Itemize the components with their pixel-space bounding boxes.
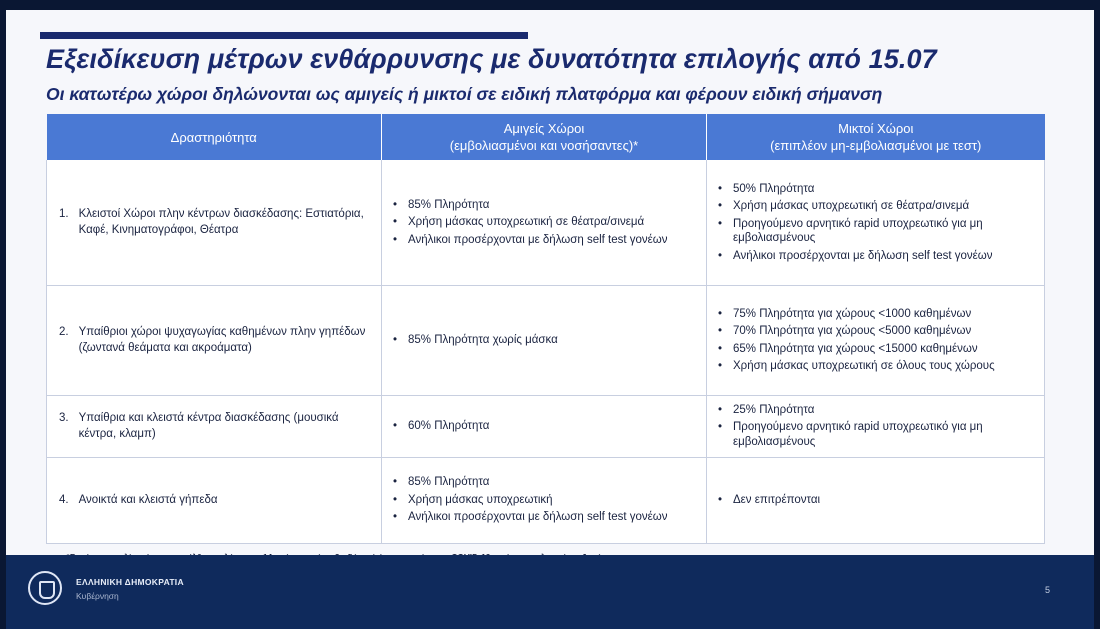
table-header-row	[47, 114, 1045, 160]
footer-org-name: ΕΛΛΗΝΙΚΗ ΔΗΜΟΚΡΑΤΙΑ	[76, 577, 184, 587]
list-item: • Χρήση μάσκας υποχρεωτική σε όλους τους χώρους	[715, 359, 1036, 374]
list-item: • 75% Πληρότητα για χώρους <1000 καθημένων	[715, 307, 1036, 322]
activity-cell: 2. Υπαίθριοι χώροι ψυχαγωγίας καθημένων πλην γηπέδων (ζωντανά θεάματα και ακροάματα)	[47, 285, 382, 395]
list-item: • Προηγούμενο αρνητικό rapid υποχρεωτικό για μη εμβολιασμένους	[715, 420, 1036, 449]
list-item: • Χρήση μάσκας υποχρεωτική	[390, 493, 698, 508]
list-item: • Χρήση μάσκας υποχρεωτική σε θέατρα/σινεμά	[715, 199, 1036, 214]
list-item: • 65% Πληρότητα για χώρους <15000 καθημένων	[715, 342, 1036, 357]
pure-cell	[382, 160, 707, 285]
activity-cell: 4. Ανοικτά και κλειστά γήπεδα	[47, 457, 382, 543]
mixed-cell	[707, 457, 1045, 543]
table-row	[47, 395, 1045, 457]
list-item: • Προηγούμενο αρνητικό rapid υποχρεωτικό για μη εμβολιασμένους	[715, 217, 1036, 246]
list-item: • Χρήση μάσκας υποχρεωτική σε θέατρα/σινεμά	[390, 215, 698, 230]
mixed-cell	[707, 160, 1045, 285]
measures-table	[46, 114, 1045, 544]
slide	[6, 10, 1094, 555]
table-row	[47, 285, 1045, 395]
table-row	[47, 457, 1045, 543]
activity-cell: 1. Κλειστοί Χώροι πλην κέντρων διασκέδασης: Εστιατόρια, Καφέ, Κινηματογράφοι, Θέατρα	[47, 160, 382, 285]
page-number: 5	[1044, 585, 1050, 595]
list-item: • Ανήλικοι προσέρχονται με δήλωση self test γονέων	[390, 510, 698, 525]
footer-bar	[6, 555, 1094, 629]
mixed-cell	[707, 395, 1045, 457]
footer-org-subtitle: Κυβέρνηση	[76, 591, 119, 601]
header-mixed-spaces: Μικτοί Χώροι (επιπλέον μη-εμβολιασμένοι με τεστ)	[707, 114, 1045, 160]
list-item: • 70% Πληρότητα για χώρους <5000 καθημένων	[715, 324, 1036, 339]
list-item: • Ανήλικοι προσέρχονται με δήλωση self test γονέων	[715, 249, 1036, 264]
list-item: • 85% Πληρότητα	[390, 475, 698, 490]
list-item: • 50% Πληρότητα	[715, 182, 1036, 197]
list-item: • 85% Πληρότητα	[390, 198, 698, 213]
list-item: • Δεν επιτρέπονται	[715, 493, 1036, 508]
greek-government-emblem-icon	[28, 571, 62, 605]
mixed-cell	[707, 285, 1045, 395]
header-pure-spaces: Αμιγείς Χώροι (εμβολιασμένοι και νοσήσαντες)*	[382, 114, 707, 160]
pure-cell	[382, 457, 707, 543]
table-row	[47, 160, 1045, 285]
list-item: • 25% Πληρότητα	[715, 403, 1036, 418]
title-accent-bar	[40, 32, 528, 39]
activity-cell: 3. Υπαίθρια και κλειστά κέντρα διασκέδασης (μουσικά κέντρα, κλαμπ)	[47, 395, 382, 457]
pure-cell	[382, 285, 707, 395]
list-item: • 85% Πληρότητα χωρίς μάσκα	[390, 333, 698, 348]
list-item: • 60% Πληρότητα	[390, 419, 698, 434]
header-activity: Δραστηριότητα	[47, 114, 382, 160]
list-item: • Ανήλικοι προσέρχονται με δήλωση self test γονέων	[390, 233, 698, 248]
slide-title: Εξειδίκευση μέτρων ενθάρρυνσης με δυνατότητα επιλογής από 15.07	[46, 44, 937, 74]
slide-subtitle: Οι κατωτέρω χώροι δηλώνονται ως αμιγείς ή μικτοί σε ειδική πλατφόρμα και φέρουν ειδική σήμανση	[46, 84, 883, 104]
pure-cell	[382, 395, 707, 457]
